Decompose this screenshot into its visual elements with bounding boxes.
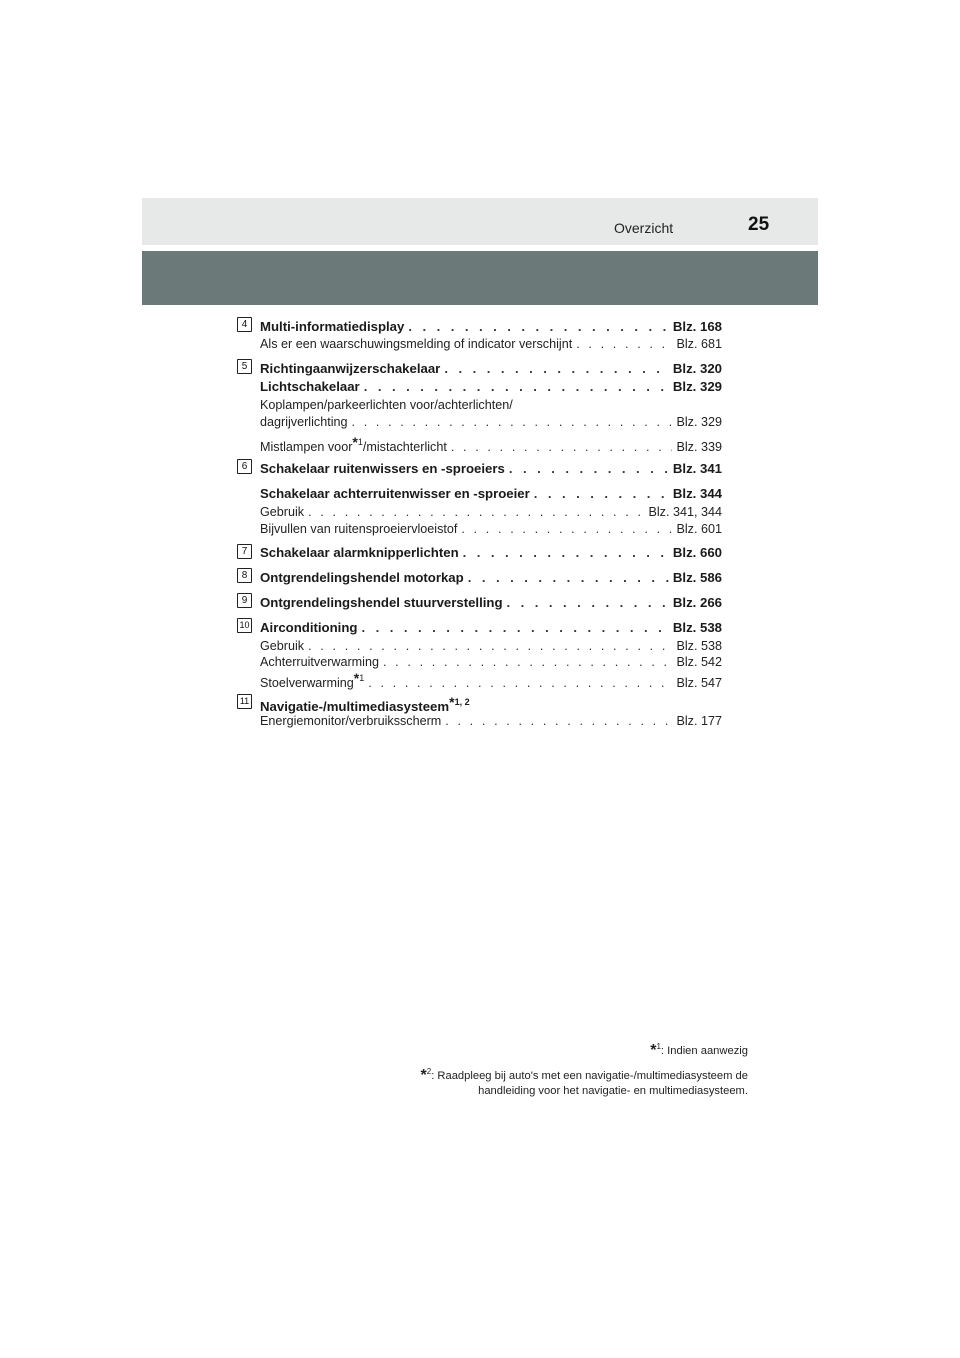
item-number-badge: 6 [237, 459, 252, 474]
entry-label: Lichtschakelaar [260, 379, 360, 394]
entry-label: Multi-informatiedisplay [260, 319, 405, 334]
footnote-number: 1 [357, 437, 363, 447]
footnote-text: : Indien aanwezig [660, 1045, 748, 1057]
index-entry-main[interactable] [260, 379, 722, 396]
leader-dots [445, 714, 672, 728]
entry-label: Bijvullen van ruitensproeiervloeistof [260, 522, 458, 536]
leader-dots [468, 570, 669, 585]
entry-label [260, 670, 364, 690]
entry-page-ref: Blz. 538 [672, 620, 722, 635]
leader-dots [308, 505, 644, 519]
index-entry-sub[interactable] [260, 714, 722, 731]
entry-label: Energiemonitor/verbruiksscherm [260, 714, 442, 728]
footnote-number: 1 [359, 673, 365, 683]
entry-page-ref: Blz. 542 [676, 655, 722, 669]
leader-dots [534, 486, 669, 501]
index-entry-sub[interactable] [260, 415, 722, 432]
index-entry-sub[interactable] [260, 337, 722, 354]
asterisk-icon: * [420, 1067, 427, 1084]
leader-dots [507, 595, 669, 610]
entry-label-part: Stoelverwarming [260, 676, 354, 690]
entry-label [260, 434, 447, 454]
footnote-2 [421, 1067, 749, 1085]
entry-label-part: Navigatie-/multimediasysteem [260, 699, 450, 714]
footnote-marker: *1 [352, 434, 363, 450]
entry-label: Gebruik [260, 639, 305, 653]
index-entry-main[interactable] [260, 545, 722, 562]
entry-label-part: Mistlampen voor [260, 440, 353, 454]
section-title: Overzicht [614, 220, 674, 236]
entry-label: Achterruitverwarming [260, 655, 379, 669]
index-entry-main[interactable] [260, 570, 722, 587]
index-entry-sub[interactable] [260, 670, 722, 690]
entry-label-part: /mistachterlicht [362, 440, 447, 454]
index-entry-sub[interactable] [260, 639, 722, 656]
item-number-badge: 4 [237, 317, 252, 332]
index-entry-sub[interactable] [260, 434, 722, 454]
entry-page-ref: Blz. 266 [672, 595, 722, 610]
item-number-badge: 9 [237, 593, 252, 608]
item-number-badge: 8 [237, 568, 252, 583]
entry-page-ref: Blz. 320 [672, 361, 722, 376]
entry-page-ref: Blz. 168 [672, 319, 722, 334]
entry-page-ref: Blz. 681 [676, 337, 722, 351]
index-entry-main[interactable] [260, 319, 722, 336]
footnote-number: 2 [426, 1067, 432, 1076]
entry-label: dagrijverlichting [260, 415, 348, 429]
index-entry-main[interactable] [260, 595, 722, 612]
entry-label: Schakelaar alarmknipperlichten [260, 545, 459, 560]
entry-label: Airconditioning [260, 620, 358, 635]
entry-page-ref: Blz. 601 [676, 522, 722, 536]
entry-page-ref: Blz. 341 [672, 461, 722, 476]
leader-dots [383, 655, 673, 669]
entry-page-ref: Blz. 538 [676, 639, 722, 653]
index-entry-sub[interactable] [260, 522, 722, 539]
entry-page-ref: Blz. 339 [676, 440, 722, 454]
leader-dots [509, 461, 669, 476]
leader-dots [308, 639, 672, 653]
entry-page-ref: Blz. 344 [672, 486, 722, 501]
entry-page-ref: Blz. 660 [672, 545, 722, 560]
entry-label: Schakelaar achterruitenwisser en -sproeier [260, 486, 530, 501]
entry-page-ref: Blz. 586 [672, 570, 722, 585]
entry-page-ref: Blz. 329 [676, 415, 722, 429]
entry-label: Als er een waarschuwingsmelding of indicator verschijnt [260, 337, 573, 351]
entry-label: Gebruik [260, 505, 305, 519]
footnote-1 [650, 1042, 748, 1060]
entry-page-ref: Blz. 341, 344 [648, 505, 722, 519]
entry-page-ref: Blz. 547 [676, 676, 722, 690]
index-entry-main[interactable] [260, 486, 722, 503]
index-entry-main[interactable] [260, 620, 722, 637]
footnote-2-continued [478, 1085, 748, 1097]
leader-dots [368, 676, 672, 690]
item-number-badge: 11 [237, 694, 252, 709]
item-number-badge: 5 [237, 359, 252, 374]
leader-dots [451, 440, 673, 454]
item-number-badge: 7 [237, 544, 252, 559]
footnote-number: 1 [656, 1042, 661, 1051]
entry-label: Ontgrendelingshendel stuurverstelling [260, 595, 503, 610]
item-number-badge: 10 [237, 618, 252, 633]
entry-label: Ontgrendelingshendel motorkap [260, 570, 464, 585]
entry-label: Koplampen/parkeerlichten voor/achterlichten/ [260, 398, 513, 412]
leader-dots [461, 522, 672, 536]
section-banner [142, 251, 818, 305]
entry-label: Richtingaanwijzerschakelaar [260, 361, 441, 376]
leader-dots [364, 379, 669, 394]
index-entry-sub[interactable] [260, 505, 722, 522]
leader-dots [361, 620, 668, 635]
footnote-marker: *1 [353, 670, 365, 686]
index-entry-main[interactable] [260, 361, 722, 378]
leader-dots [463, 545, 669, 560]
page-number: 25 [748, 214, 770, 235]
footnote-text: handleiding voor het navigatie- en multimediasysteem. [478, 1085, 748, 1097]
leader-dots [444, 361, 669, 376]
index-entry-main[interactable] [260, 461, 722, 478]
asterisk-icon: * [650, 1042, 657, 1059]
entry-page-ref: Blz. 329 [672, 379, 722, 394]
leader-dots [576, 337, 672, 351]
entry-label: Schakelaar ruitenwissers en -sproeiers [260, 461, 505, 476]
entry-page-ref: Blz. 177 [676, 714, 722, 728]
footnote-marker: *1, 2 [449, 694, 470, 710]
header-bar [142, 198, 818, 245]
index-entry-main[interactable] [260, 694, 722, 714]
footnote-number: 1, 2 [454, 697, 470, 707]
footnote-text: : Raadpleeg bij auto's met een navigatie-/multimediasysteem de [431, 1070, 748, 1082]
index-entry-sub[interactable] [260, 398, 722, 415]
leader-dots [408, 319, 669, 334]
leader-dots [352, 415, 673, 429]
entry-label [260, 694, 470, 714]
